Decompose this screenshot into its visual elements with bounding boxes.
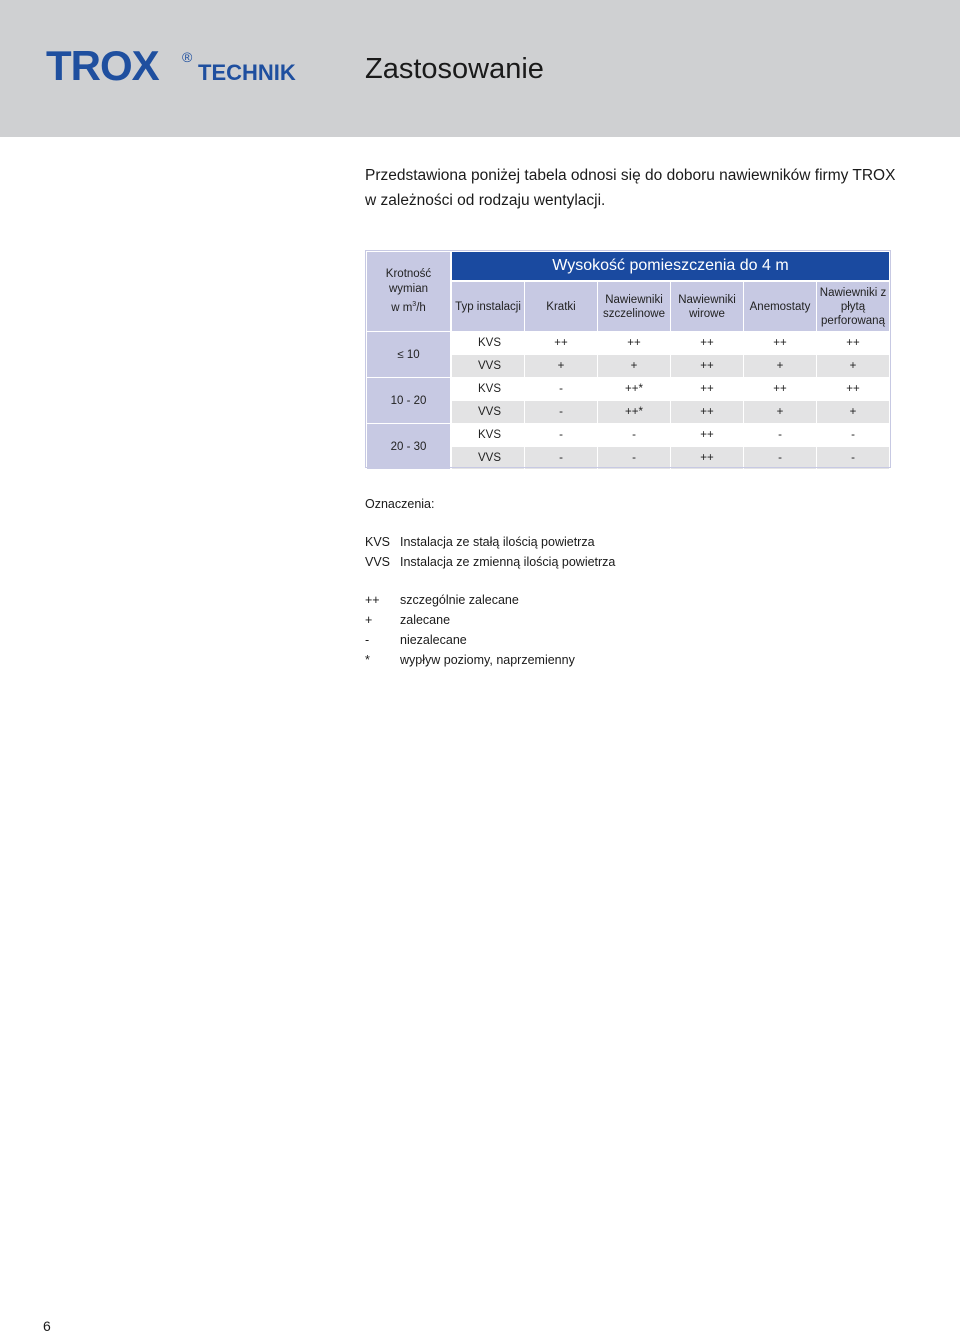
rating-cell: ++ (671, 447, 743, 469)
column-header: Nawiewniki z płytą perforowaną (817, 282, 889, 331)
install-type-cell: VVS (452, 355, 524, 377)
column-header: Anemostaty (744, 282, 816, 331)
legend-text: szczególnie zalecane (400, 593, 519, 607)
rating-cell: ++ (744, 378, 816, 400)
install-type-cell: VVS (452, 447, 524, 469)
rating-cell: ++ (671, 401, 743, 423)
page-title: Zastosowanie (365, 53, 544, 85)
intro-paragraph: Przedstawiona poniżej tabela odnosi się do doboru nawiewników firmy TROX w zależności od rodzaju wentylacji. (365, 167, 896, 209)
row-group-label: 20 - 30 (367, 424, 450, 469)
rating-cell: - (525, 424, 597, 446)
install-type-cell: KVS (452, 332, 524, 354)
rating-cell: ++ (817, 332, 889, 354)
legend-text: niezalecane (400, 633, 467, 647)
rating-cell: - (525, 378, 597, 400)
row-group-label: ≤ 10 (367, 332, 450, 377)
rating-cell: - (598, 424, 670, 446)
rating-cell: ++ (671, 332, 743, 354)
rating-cell: ++ (598, 332, 670, 354)
legend-key: KVS (365, 535, 391, 549)
rating-cell: - (525, 447, 597, 469)
selection-table (365, 250, 891, 468)
rating-cell: ++ (744, 332, 816, 354)
table-banner: Wysokość pomieszczenia do 4 m (452, 252, 889, 280)
rating-cell: ++ (817, 378, 889, 400)
svg-text:TROX: TROX (46, 46, 159, 86)
install-type-cell: KVS (452, 378, 524, 400)
rating-cell: - (525, 401, 597, 423)
legend-text: Instalacja ze zmienną ilością powietrza (400, 555, 616, 569)
rating-cell: ++* (598, 401, 670, 423)
column-header: Nawiewniki wirowe (671, 282, 743, 331)
install-type-cell: VVS (452, 401, 524, 423)
header-exchange-rate: Krotność wymian w $m^3/h$ (367, 252, 450, 331)
page-header (0, 0, 960, 137)
rating-cell: - (817, 447, 889, 469)
legend-symbol-item (365, 633, 765, 651)
legend-title: Oznaczenia: (365, 497, 435, 511)
legend-key: - (365, 633, 370, 647)
rating-cell: ++ (525, 332, 597, 354)
rating-cell: + (817, 401, 889, 423)
rating-cell: ++ (671, 424, 743, 446)
legend-symbol-item (365, 593, 765, 611)
legend-key: VVS (365, 555, 391, 569)
rating-cell: + (525, 355, 597, 377)
legend-symbol-item (365, 653, 765, 671)
legend-type-item (365, 535, 765, 553)
legend-type-item (365, 555, 765, 573)
legend-text: Instalacja ze stałą ilością powietrza (400, 535, 595, 549)
legend-symbol-item (365, 613, 765, 631)
rating-cell: ++* (598, 378, 670, 400)
rating-cell: + (598, 355, 670, 377)
svg-text:TECHNIK: TECHNIK (198, 60, 296, 85)
rating-cell: - (744, 447, 816, 469)
rating-cell: - (598, 447, 670, 469)
legend-key: ++ (365, 593, 380, 607)
column-header: Kratki (525, 282, 597, 331)
column-header: Typ instalacji (452, 282, 524, 331)
rating-cell: ++ (671, 355, 743, 377)
rating-cell: ++ (671, 378, 743, 400)
page-number: 6 (43, 1318, 51, 1334)
rating-cell: + (817, 355, 889, 377)
rating-cell: - (817, 424, 889, 446)
legend-key: + (365, 613, 373, 627)
row-group-label: 10 - 20 (367, 378, 450, 423)
legend-text: wypływ poziomy, naprzemienny (400, 653, 575, 667)
rating-cell: + (744, 401, 816, 423)
column-header: Nawiewniki szczelinowe (598, 282, 670, 331)
rating-cell: + (744, 355, 816, 377)
install-type-cell: KVS (452, 424, 524, 446)
legend-text: zalecane (400, 613, 451, 627)
legend-key: * (365, 653, 370, 667)
trox-technik-logo (46, 46, 316, 86)
rating-cell: - (744, 424, 816, 446)
svg-text:®: ® (182, 49, 193, 65)
